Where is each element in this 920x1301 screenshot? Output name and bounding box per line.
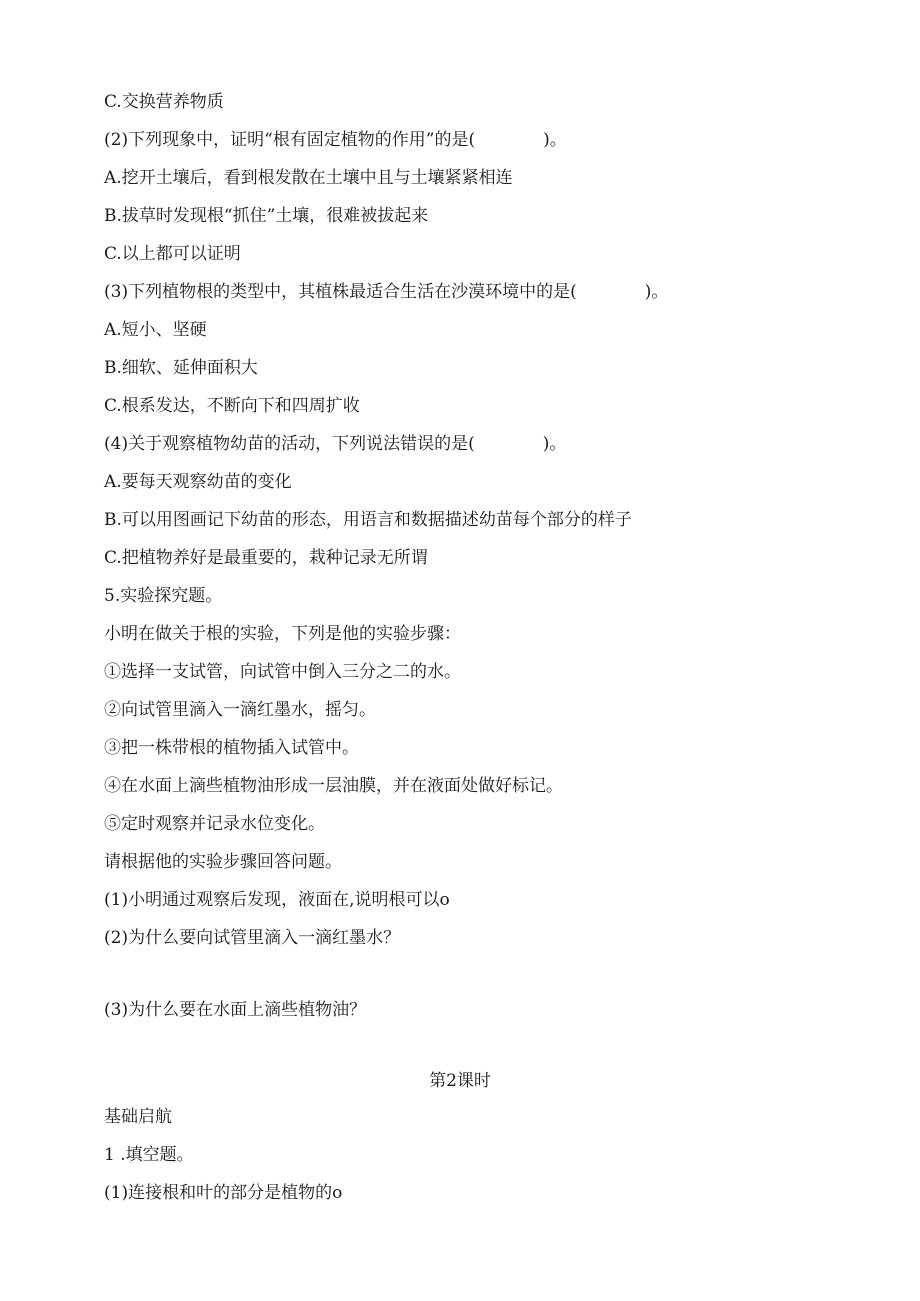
option-a-q2: A.挖开土壤后，看到根发散在土壤中且与土壤紧紧相连 [104, 168, 513, 188]
step-2: ②向试管里滴入一滴红墨水，摇匀。 [104, 700, 376, 720]
question-3: (3)下列植物根的类型中，其植株最适合生活在沙漠环境中的是( )。 [104, 282, 669, 302]
answer-instruction: 请根据他的实验步骤回答问题。 [104, 852, 342, 872]
question-2: (2)下列现象中，证明“根有固定植物的作用”的是( )。 [104, 130, 567, 150]
option-b-q2: B.拔草时发现根“抓住”土壤，很难被拔起来 [104, 206, 429, 226]
option-a-q3: A.短小、坚硬 [104, 320, 207, 340]
option-a-q4: A.要每天观察幼苗的变化 [104, 472, 292, 492]
step-3: ③把一株带根的植物插入试管中。 [104, 738, 359, 758]
section-basic: 基础启航 [104, 1107, 172, 1127]
option-c-q3: C.根系发达，不断向下和四周扩收 [104, 396, 360, 416]
option-b-q3: B.细软、延伸面积大 [104, 358, 258, 378]
sub-question-3: (3)为什么要在水面上滴些植物油？ [104, 1000, 367, 1020]
step-4: ④在水面上滴些植物油形成一层油膜，并在液面处做好标记。 [104, 776, 563, 796]
option-c-q2: C.以上都可以证明 [104, 244, 241, 264]
lesson-title: 第2课时 [429, 1071, 491, 1091]
section-experiment: 5.实验探究题。 [104, 586, 223, 606]
step-1: ①选择一支试管，向试管中倒入三分之二的水。 [104, 662, 461, 682]
option-b-q4: B.可以用图画记下幼苗的形态，用语言和数据描述幼苗每个部分的样子 [104, 510, 632, 530]
option-c-q1: C.交换营养物质 [104, 92, 224, 112]
sub-question-1: (1)小明通过观察后发现，液面在,说明根可以o [104, 890, 450, 910]
step-5: ⑤定时观察并记录水位变化。 [104, 814, 325, 834]
sub-question-2: (2)为什么要向试管里滴入一滴红墨水？ [104, 928, 401, 948]
experiment-intro: 小明在做关于根的实验，下列是他的实验步骤： [104, 624, 461, 644]
fill-in-question-1: (1)连接根和叶的部分是植物的o [104, 1183, 343, 1203]
question-4: (4)关于观察植物幼苗的活动，下列说法错误的是( )。 [104, 434, 567, 454]
option-c-q4: C.把植物养好是最重要的，栽种记录无所谓 [104, 548, 428, 568]
fill-in-heading: 1 .填空题。 [104, 1145, 194, 1165]
